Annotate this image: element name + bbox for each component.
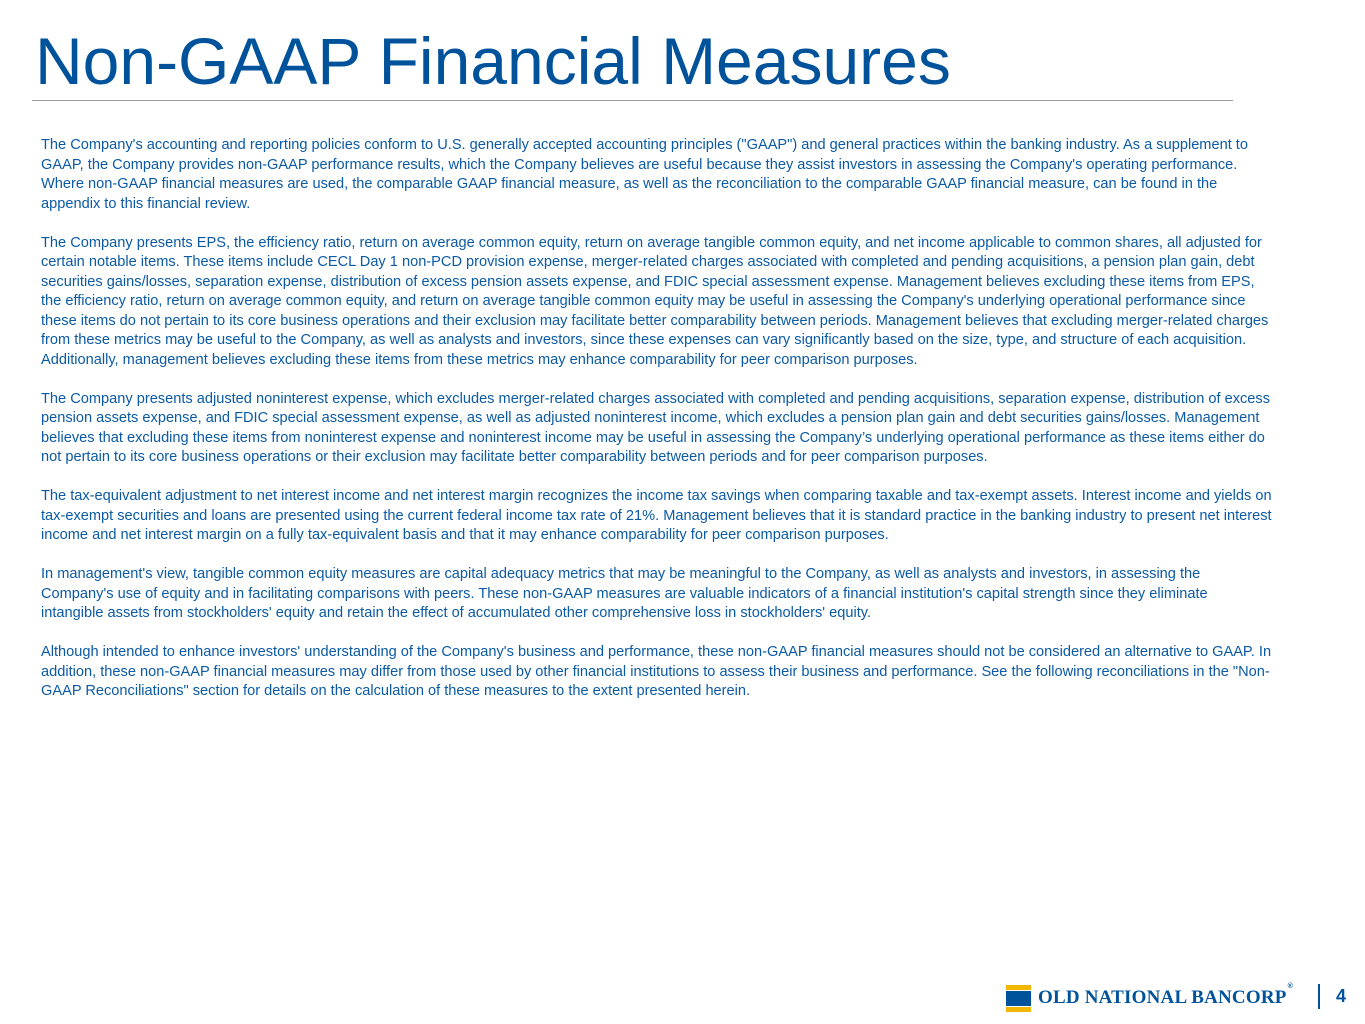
logo-wordmark-text: OLD NATIONAL BANCORP	[1038, 987, 1287, 1008]
registered-mark: ®	[1287, 983, 1293, 990]
footer-divider	[1318, 984, 1320, 1009]
company-logo	[1006, 983, 1293, 1013]
logo-mark-icon	[1006, 985, 1031, 1012]
paragraph-tangible-equity: In management's view, tangible common equity measures are capital adequacy metrics that may be meaningful to the Company, as well as analysts and investors, in assessing the Company's use of equity and in facilitating comparisons with peers. These non-GAAP measures are valuable indicators of a financial institution's capital strength since they eliminate intangible assets from stockholders' equity and retain the effect of accumulated other comprehensive loss in stockholders' equity.	[41, 566, 1208, 621]
paragraph-adjusted-eps: The Company presents EPS, the efficiency ratio, return on average common equity, return on average tangible common equity, and net income applicable to common shares, all adjusted for certain notable items. These items include CECL Day 1 non-PCD provision expense, merger-related charges associated with completed and pending acquisitions, a pension plan gain, debt securities gains/losses, separation expense, distribution of excess pension assets expense, and FDIC special assessment expense. Management believes excluding these items from EPS, the efficiency ratio, return on average common equity, and return on average tangible common equity may be useful in assessing the Company's underlying operational performance since these items do not pertain to its core business operations and their exclusion may facilitate better comparability between periods. Management believes that excluding merger-related charges from these metrics may be useful to the Company, as well as analysts and investors, since these expenses can vary significantly based on the size, type, and structure of each acquisition. Additionally, management believes excluding these items from these metrics may enhance comparability for peer comparison purposes.	[41, 234, 1269, 368]
page-number: 4	[1336, 986, 1347, 1006]
page-title: Non-GAAP Financial Measures	[35, 24, 951, 98]
paragraph-disclaimer: Although intended to enhance investors' understanding of the Company's business and performance, these non-GAAP financial measures should not be considered an alternative to GAAP. In addition, these non-GAAP financial measures may differ from those used by other financial institutions to assess their business and performance. See the following reconciliations in the "Non-GAAP Reconciliations" section for details on the calculation of these measures to the extent presented herein.	[41, 644, 1272, 699]
paragraph-adjusted-noninterest: The Company presents adjusted noninterest expense, which excludes merger-related charges associated with completed and pending acquisitions, separation expense, distribution of excess pension assets expense, and FDIC special assessment expense, as well as adjusted noninterest income, which excludes a pension plan gain and debt securities gains/losses. Management believes that excluding these items from noninterest expense and noninterest income may be useful in assessing the Company’s underlying operational performance as these items either do not pertain to its core business operations or their exclusion may facilitate better comparability between periods and for peer comparison purposes.	[41, 390, 1271, 465]
logo-wordmark	[1038, 983, 1293, 1009]
paragraph-gaap-intro: The Company's accounting and reporting policies conform to U.S. generally accepted accounting principles ("GAAP") and general practices within the banking industry. As a supplement to GAAP, the Company provides non-GAAP performance results, which the Company believes are useful because they assist investors in assessing the Company's operating performance. Where non-GAAP financial measures are used, the comparable GAAP financial measure, as well as the reconciliation to the comparable GAAP financial measure, can be found in the appendix to this financial review.	[41, 137, 1248, 212]
body-text	[41, 136, 1273, 721]
paragraph-tax-equivalent: The tax-equivalent adjustment to net interest income and net interest margin recognizes the income tax savings when comparing taxable and tax-exempt assets. Interest income and yields on tax-exempt securities and loans are presented using the current federal income tax rate of 21%. Management believes that it is standard practice in the banking industry to present net interest income and net interest margin on a fully tax-equivalent basis and that it may enhance comparability for peer comparison purposes.	[41, 488, 1272, 543]
title-divider	[32, 100, 1233, 101]
